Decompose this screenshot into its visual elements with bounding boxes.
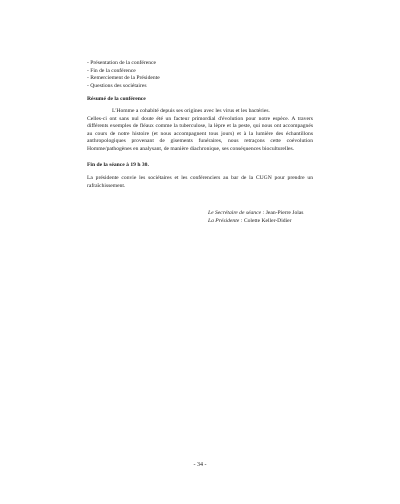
summary-heading: Résumé de la conférence xyxy=(87,96,146,103)
agenda-item: - Fin de la conférence xyxy=(87,67,136,74)
signature-name: Jean-Pierre Jolas xyxy=(264,210,304,217)
summary-paragraph-1-text: L'Homme a cohabité depuis ses origines avec les virus et les bactéries. xyxy=(112,107,270,114)
agenda-item: - Questions des sociétaires xyxy=(87,82,147,89)
signature-name: Colette Keller-Didier xyxy=(242,217,292,224)
agenda-list xyxy=(87,60,313,90)
signature-role: La Présidente : xyxy=(208,217,243,224)
signature-line-president xyxy=(208,218,313,226)
agenda-item: - Présentation de la conférence xyxy=(87,60,156,66)
signature-role: Le Secrétaire de séance : xyxy=(208,210,265,217)
page-number: - 34 - xyxy=(193,462,207,468)
summary-paragraph-1 xyxy=(87,108,313,116)
summary-paragraph-2: Celles-ci ont sans nul doute été un facteur primordial d'évolution pour notre espèce. A travers différents exemples de fléaux comme la tuberculose, la lèpre et la peste, qui nous ont accompagnés au cours de notre histoire (et nous accompagnent tous jours) et à la lumière des échantillons anthropologiques provenant de gisements funéraires, nous retraçons cette coévolution Homme/pathogènes en analysant, de manière diachronique, ses conséquences bioculturelles. xyxy=(87,115,313,152)
document-page xyxy=(87,60,313,226)
signature-line-secretary xyxy=(208,210,313,218)
session-closing-text: La présidente convie les sociétaires et les conférenciers au bar de la CUGN pour prendre un rafraîchissement. xyxy=(87,175,313,189)
session-end-heading: Fin de la séance à 19 h 30. xyxy=(87,161,149,168)
agenda-item: - Remerciement de la Présidente xyxy=(87,75,160,82)
signature-block xyxy=(87,210,313,225)
